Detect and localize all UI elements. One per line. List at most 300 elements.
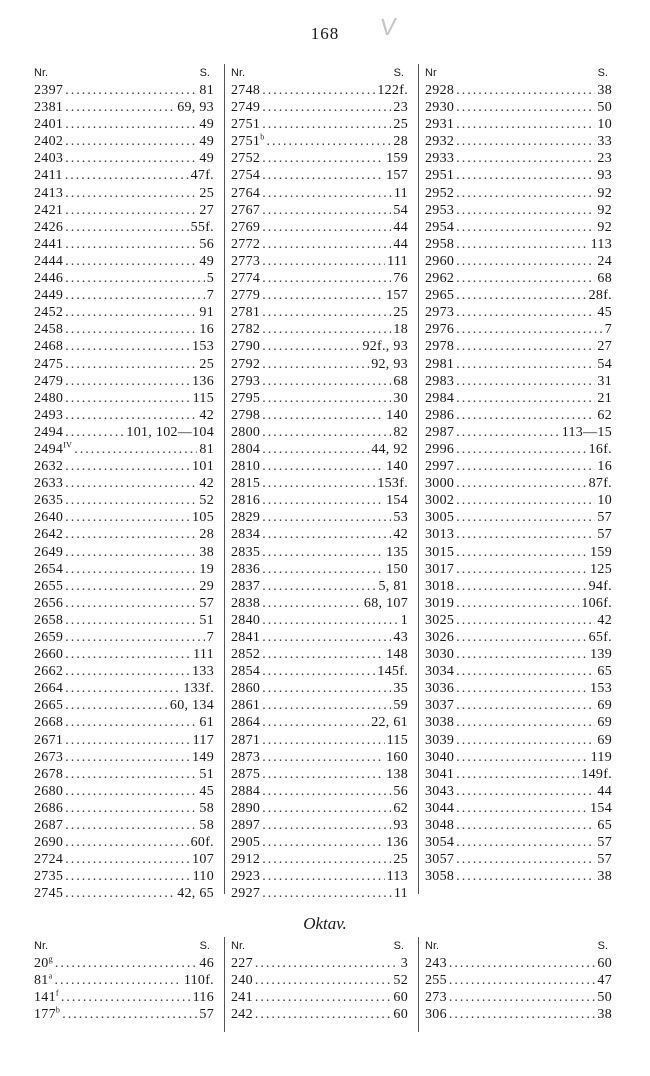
entry-number-text: 2838 bbox=[231, 595, 261, 611]
column-header bbox=[34, 64, 214, 82]
dot-leader bbox=[456, 82, 595, 99]
entry-number bbox=[34, 492, 63, 509]
page-reference: 25 bbox=[393, 117, 408, 133]
entry-number bbox=[231, 817, 260, 834]
index-row bbox=[231, 663, 408, 680]
index-row bbox=[425, 595, 612, 612]
index-row bbox=[34, 955, 214, 972]
index-row bbox=[231, 116, 408, 133]
entry-number-text: 2933 bbox=[425, 151, 455, 167]
entry-number-text: 177 bbox=[34, 1007, 56, 1023]
entry-number-text: 2782 bbox=[231, 322, 261, 338]
entry-number-text: 2798 bbox=[231, 407, 261, 423]
dot-leader bbox=[262, 868, 384, 885]
page-reference: 53 bbox=[393, 510, 408, 526]
dot-leader bbox=[456, 424, 560, 441]
page-reference: 49 bbox=[199, 134, 214, 150]
entry-number bbox=[425, 578, 454, 595]
entry-number bbox=[34, 304, 63, 321]
index-row bbox=[425, 646, 612, 663]
index-row bbox=[34, 749, 214, 766]
index-row bbox=[231, 834, 408, 851]
index-row bbox=[34, 253, 214, 270]
dot-leader bbox=[65, 509, 190, 526]
entry-number-text: 2749 bbox=[231, 100, 261, 116]
entry-number bbox=[34, 458, 63, 475]
header-s: S. bbox=[597, 67, 608, 79]
index-row bbox=[231, 287, 408, 304]
entry-number bbox=[231, 834, 260, 851]
index-row bbox=[34, 697, 214, 714]
entry-number bbox=[231, 783, 260, 800]
page-reference: 50 bbox=[597, 990, 612, 1006]
entry-number bbox=[425, 167, 454, 184]
entry-number-text: 2779 bbox=[231, 288, 261, 304]
index-row bbox=[34, 424, 214, 441]
dot-leader bbox=[262, 544, 384, 561]
entry-number bbox=[231, 133, 265, 150]
entry-number-text: 241 bbox=[231, 990, 253, 1006]
entry-number bbox=[34, 526, 63, 543]
entry-number bbox=[231, 646, 260, 663]
index-row bbox=[425, 390, 612, 407]
entry-number bbox=[425, 1006, 447, 1023]
page-reference: 58 bbox=[199, 800, 214, 816]
dot-leader bbox=[65, 714, 197, 731]
page-reference: 43 bbox=[393, 630, 408, 645]
page-reference: 157 bbox=[386, 168, 408, 184]
dot-leader bbox=[65, 82, 197, 99]
index-row bbox=[34, 321, 214, 338]
page-reference: 76 bbox=[393, 271, 408, 287]
index-row bbox=[231, 885, 408, 902]
page-reference: 28f. bbox=[588, 288, 612, 304]
dot-leader bbox=[456, 407, 595, 424]
index-row bbox=[425, 99, 612, 116]
entry-number bbox=[34, 561, 63, 578]
dot-leader bbox=[456, 578, 586, 595]
entry-number bbox=[231, 116, 260, 133]
entry-number-text: 2905 bbox=[231, 835, 261, 851]
entry-number-text: 255 bbox=[425, 973, 447, 989]
page-reference: 44 bbox=[597, 783, 612, 799]
dot-leader bbox=[456, 441, 586, 458]
page-reference: 38 bbox=[597, 869, 612, 885]
entry-number-text: 2745 bbox=[34, 886, 64, 902]
index-row bbox=[425, 509, 612, 526]
index-row bbox=[231, 989, 408, 1006]
dot-leader bbox=[65, 732, 190, 749]
index-row bbox=[425, 236, 612, 253]
entry-number-text: 2976 bbox=[425, 322, 455, 338]
page-reference: 92 bbox=[597, 219, 612, 235]
entry-number-text: 3044 bbox=[425, 800, 455, 816]
entry-superscript: a bbox=[48, 972, 53, 981]
entry-number-text: 2928 bbox=[425, 83, 455, 98]
page-reference: 19 bbox=[199, 561, 214, 577]
entry-number-text: 2680 bbox=[34, 783, 64, 799]
index-row bbox=[34, 373, 214, 390]
dot-leader bbox=[262, 492, 384, 509]
dot-leader bbox=[65, 629, 204, 646]
index-row bbox=[34, 526, 214, 543]
entry-number-text: 2640 bbox=[34, 510, 64, 526]
index-row bbox=[425, 253, 612, 270]
dot-leader bbox=[62, 1006, 197, 1023]
dot-leader bbox=[262, 766, 384, 783]
page-reference: 18 bbox=[393, 322, 408, 338]
entry-number bbox=[425, 270, 454, 287]
page-reference: 51 bbox=[199, 612, 214, 628]
column-header bbox=[231, 64, 408, 82]
entry-number bbox=[231, 270, 260, 287]
header-s: S. bbox=[199, 67, 210, 79]
page-reference: 50 bbox=[597, 100, 612, 116]
entry-number bbox=[425, 714, 454, 731]
index-row bbox=[34, 595, 214, 612]
entry-number-text: 2402 bbox=[34, 134, 64, 150]
header-nr: Nr. bbox=[34, 940, 49, 952]
dot-leader bbox=[65, 663, 190, 680]
index-row bbox=[34, 714, 214, 731]
page-reference: 52 bbox=[393, 973, 408, 989]
entry-number-text: 227 bbox=[231, 956, 253, 971]
page-reference: 69, 93 bbox=[177, 100, 214, 116]
entry-number-text: 2792 bbox=[231, 356, 261, 372]
dot-leader bbox=[255, 1006, 391, 1023]
index-row bbox=[425, 629, 612, 646]
entry-number bbox=[34, 99, 63, 116]
index-row bbox=[34, 407, 214, 424]
page-reference: 115 bbox=[192, 390, 214, 406]
entry-number-text: 3013 bbox=[425, 527, 455, 543]
index-row bbox=[425, 732, 612, 749]
page-reference: 46 bbox=[199, 956, 214, 971]
index-row bbox=[425, 219, 612, 236]
entry-number bbox=[231, 800, 260, 817]
entry-number bbox=[34, 749, 63, 766]
entry-number-text: 2962 bbox=[425, 271, 455, 287]
entry-number-text: 2774 bbox=[231, 271, 261, 287]
page-reference: 92 bbox=[597, 202, 612, 218]
index-row bbox=[231, 133, 408, 150]
index-row bbox=[425, 783, 612, 800]
entry-number-text: 3058 bbox=[425, 869, 455, 885]
index-row bbox=[425, 561, 612, 578]
page-reference: 150 bbox=[386, 561, 408, 577]
page-reference: 38 bbox=[199, 544, 214, 560]
entry-number-text: 2686 bbox=[34, 800, 64, 816]
index-row bbox=[425, 475, 612, 492]
entry-number bbox=[231, 492, 260, 509]
entry-number bbox=[425, 868, 454, 885]
page-reference: 25 bbox=[393, 305, 408, 321]
dot-leader bbox=[456, 321, 602, 338]
page-reference: 38 bbox=[597, 1007, 612, 1023]
entry-number-text: 2668 bbox=[34, 715, 64, 731]
entry-number bbox=[231, 287, 260, 304]
entry-number bbox=[231, 321, 260, 338]
entry-number-text: 2815 bbox=[231, 476, 261, 492]
entry-number bbox=[425, 82, 454, 99]
page-reference: 125 bbox=[590, 561, 612, 577]
entry-number bbox=[231, 989, 253, 1006]
index-row bbox=[231, 458, 408, 475]
entry-number-text: 3019 bbox=[425, 595, 455, 611]
index-row bbox=[231, 509, 408, 526]
entry-number-text: 2996 bbox=[425, 441, 455, 457]
dot-leader bbox=[65, 680, 181, 697]
entry-number bbox=[34, 1006, 60, 1023]
entry-number bbox=[34, 578, 63, 595]
entry-number bbox=[425, 99, 454, 116]
entry-number bbox=[425, 561, 454, 578]
page-reference: 140 bbox=[386, 459, 408, 475]
index-row bbox=[231, 544, 408, 561]
index-row bbox=[34, 544, 214, 561]
entry-number bbox=[425, 475, 454, 492]
entry-number bbox=[34, 595, 63, 612]
dot-leader bbox=[456, 509, 595, 526]
index-row bbox=[34, 800, 214, 817]
dot-leader bbox=[65, 99, 175, 116]
page-reference: 47f. bbox=[190, 168, 214, 184]
dot-leader bbox=[456, 338, 595, 355]
dot-leader bbox=[262, 783, 391, 800]
page-reference: 24 bbox=[597, 253, 612, 269]
dot-leader bbox=[255, 972, 391, 989]
page-reference: 110 bbox=[192, 869, 214, 885]
dot-leader bbox=[262, 356, 369, 373]
entry-number bbox=[34, 629, 63, 646]
index-row bbox=[425, 612, 612, 629]
header-nr: Nr. bbox=[231, 940, 246, 952]
page-reference: 113 bbox=[590, 236, 612, 252]
page-reference: 122f. bbox=[377, 83, 408, 98]
header-nr: Nr. bbox=[34, 67, 49, 79]
entry-number bbox=[425, 458, 454, 475]
entry-number-text: 3034 bbox=[425, 664, 455, 680]
index-row bbox=[231, 167, 408, 184]
entry-number bbox=[231, 219, 260, 236]
index-row bbox=[231, 475, 408, 492]
entry-number-text: 2836 bbox=[231, 561, 261, 577]
entry-number bbox=[34, 989, 59, 1006]
page-reference: 60, 134 bbox=[169, 698, 214, 714]
entry-number bbox=[34, 236, 63, 253]
main-index-table bbox=[34, 64, 614, 902]
page-reference: 56 bbox=[393, 783, 408, 799]
page-reference: 27 bbox=[597, 339, 612, 355]
entry-number bbox=[425, 680, 454, 697]
index-row bbox=[34, 612, 214, 629]
oktav-column-2 bbox=[224, 937, 418, 1032]
page-reference: 45 bbox=[597, 305, 612, 321]
entry-number bbox=[231, 441, 260, 458]
entry-superscript: b bbox=[260, 133, 265, 142]
dot-leader bbox=[262, 167, 384, 184]
entry-number-text: 2444 bbox=[34, 253, 64, 269]
index-row bbox=[231, 868, 408, 885]
index-row bbox=[231, 526, 408, 543]
page-reference: 7 bbox=[604, 322, 612, 338]
entry-number-text: 2793 bbox=[231, 373, 261, 389]
entry-number-text: 2890 bbox=[231, 800, 261, 816]
dot-leader bbox=[456, 800, 588, 817]
index-column-3 bbox=[418, 64, 614, 894]
entry-number bbox=[34, 509, 63, 526]
entry-number bbox=[231, 202, 260, 219]
dot-leader bbox=[65, 817, 197, 834]
entry-number-text: 2987 bbox=[425, 424, 455, 440]
dot-leader bbox=[65, 270, 204, 287]
index-row bbox=[231, 646, 408, 663]
entry-number bbox=[425, 526, 454, 543]
entry-number-text: 2772 bbox=[231, 236, 261, 252]
index-row bbox=[231, 561, 408, 578]
page-reference: 25 bbox=[199, 356, 214, 372]
page-reference: 23 bbox=[393, 100, 408, 116]
entry-number bbox=[231, 697, 260, 714]
header-nr: Nr bbox=[425, 67, 437, 79]
dot-leader bbox=[65, 321, 197, 338]
entry-number bbox=[231, 629, 260, 646]
page-reference: 25 bbox=[199, 185, 214, 201]
header-s: S. bbox=[597, 940, 608, 952]
index-row bbox=[231, 407, 408, 424]
entry-number-text: 2861 bbox=[231, 698, 261, 714]
entry-number bbox=[231, 236, 260, 253]
page-reference: 69 bbox=[597, 715, 612, 731]
dot-leader bbox=[65, 783, 197, 800]
index-row bbox=[34, 304, 214, 321]
page-reference: 16f. bbox=[588, 441, 612, 457]
index-row bbox=[231, 219, 408, 236]
entry-number-text: 2441 bbox=[34, 236, 64, 252]
entry-number-text: 2829 bbox=[231, 510, 261, 526]
entry-number bbox=[34, 544, 63, 561]
page-reference: 44 bbox=[393, 236, 408, 252]
index-row bbox=[34, 885, 214, 902]
entry-superscript: f bbox=[55, 989, 59, 998]
dot-leader bbox=[456, 304, 595, 321]
dot-leader bbox=[65, 390, 190, 407]
dot-leader bbox=[262, 714, 369, 731]
index-row bbox=[231, 612, 408, 629]
dot-leader bbox=[262, 851, 391, 868]
dot-leader bbox=[262, 99, 391, 116]
entry-number bbox=[425, 236, 454, 253]
index-row bbox=[231, 629, 408, 646]
dot-leader bbox=[456, 356, 595, 373]
entry-number bbox=[34, 424, 63, 441]
entry-number bbox=[34, 766, 63, 783]
index-row bbox=[425, 167, 612, 184]
index-row bbox=[34, 492, 214, 509]
entry-number bbox=[34, 868, 63, 885]
entry-number-text: 240 bbox=[231, 973, 253, 989]
entry-number bbox=[231, 595, 260, 612]
index-row bbox=[231, 817, 408, 834]
dot-leader bbox=[456, 783, 595, 800]
index-row bbox=[34, 390, 214, 407]
header-nr: Nr. bbox=[425, 940, 440, 952]
dot-leader bbox=[65, 133, 197, 150]
entry-number-text: 2884 bbox=[231, 783, 261, 799]
entry-number-text: 3025 bbox=[425, 612, 455, 628]
index-row bbox=[425, 373, 612, 390]
dot-leader bbox=[262, 578, 376, 595]
dot-leader bbox=[262, 663, 375, 680]
dot-leader bbox=[65, 116, 197, 133]
dot-leader bbox=[65, 851, 190, 868]
entry-number bbox=[425, 595, 454, 612]
entry-number bbox=[231, 868, 260, 885]
page-reference: 65f. bbox=[588, 630, 612, 645]
dot-leader bbox=[262, 219, 391, 236]
page-reference: 49 bbox=[199, 253, 214, 269]
index-row bbox=[34, 561, 214, 578]
entry-number bbox=[231, 749, 260, 766]
dot-leader bbox=[456, 390, 595, 407]
entry-number-text: 81 bbox=[34, 973, 49, 989]
page-reference: 57 bbox=[597, 527, 612, 543]
entry-number bbox=[231, 475, 260, 492]
dot-leader bbox=[262, 800, 391, 817]
index-row bbox=[231, 304, 408, 321]
page-reference: 49 bbox=[199, 117, 214, 133]
entry-number bbox=[425, 544, 454, 561]
entry-number bbox=[425, 202, 454, 219]
entry-number bbox=[231, 458, 260, 475]
index-row bbox=[425, 270, 612, 287]
entry-number-text: 2381 bbox=[34, 100, 64, 116]
index-row bbox=[231, 595, 408, 612]
page-reference: 149f. bbox=[581, 766, 612, 782]
entry-number-text: 2981 bbox=[425, 356, 455, 372]
entry-number-text: 2493 bbox=[34, 407, 64, 423]
entry-superscript: b bbox=[55, 1006, 61, 1015]
entry-number-text: 3048 bbox=[425, 818, 455, 834]
index-row bbox=[425, 800, 612, 817]
index-row bbox=[425, 338, 612, 355]
entry-number bbox=[34, 116, 63, 133]
page-reference: 44 bbox=[393, 219, 408, 235]
entry-number bbox=[34, 287, 63, 304]
index-row bbox=[34, 989, 214, 1006]
index-row bbox=[425, 868, 612, 885]
page-reference: 135 bbox=[386, 544, 408, 560]
page-reference: 31 bbox=[597, 373, 612, 389]
dot-leader bbox=[262, 612, 398, 629]
header-s: S. bbox=[393, 940, 404, 952]
entry-number bbox=[231, 680, 260, 697]
dot-leader bbox=[65, 185, 197, 202]
entry-number-text: 2795 bbox=[231, 390, 261, 406]
page-reference: 65 bbox=[597, 664, 612, 680]
entry-number bbox=[34, 783, 63, 800]
index-row bbox=[34, 82, 214, 99]
dot-leader bbox=[262, 424, 391, 441]
dot-leader bbox=[262, 749, 384, 766]
index-row bbox=[425, 356, 612, 373]
dot-leader bbox=[262, 458, 384, 475]
entry-number-text: 2751 bbox=[231, 117, 261, 133]
oktav-column-1 bbox=[34, 937, 224, 1032]
page-reference: 25 bbox=[393, 852, 408, 868]
dot-leader bbox=[262, 150, 384, 167]
index-row bbox=[231, 99, 408, 116]
